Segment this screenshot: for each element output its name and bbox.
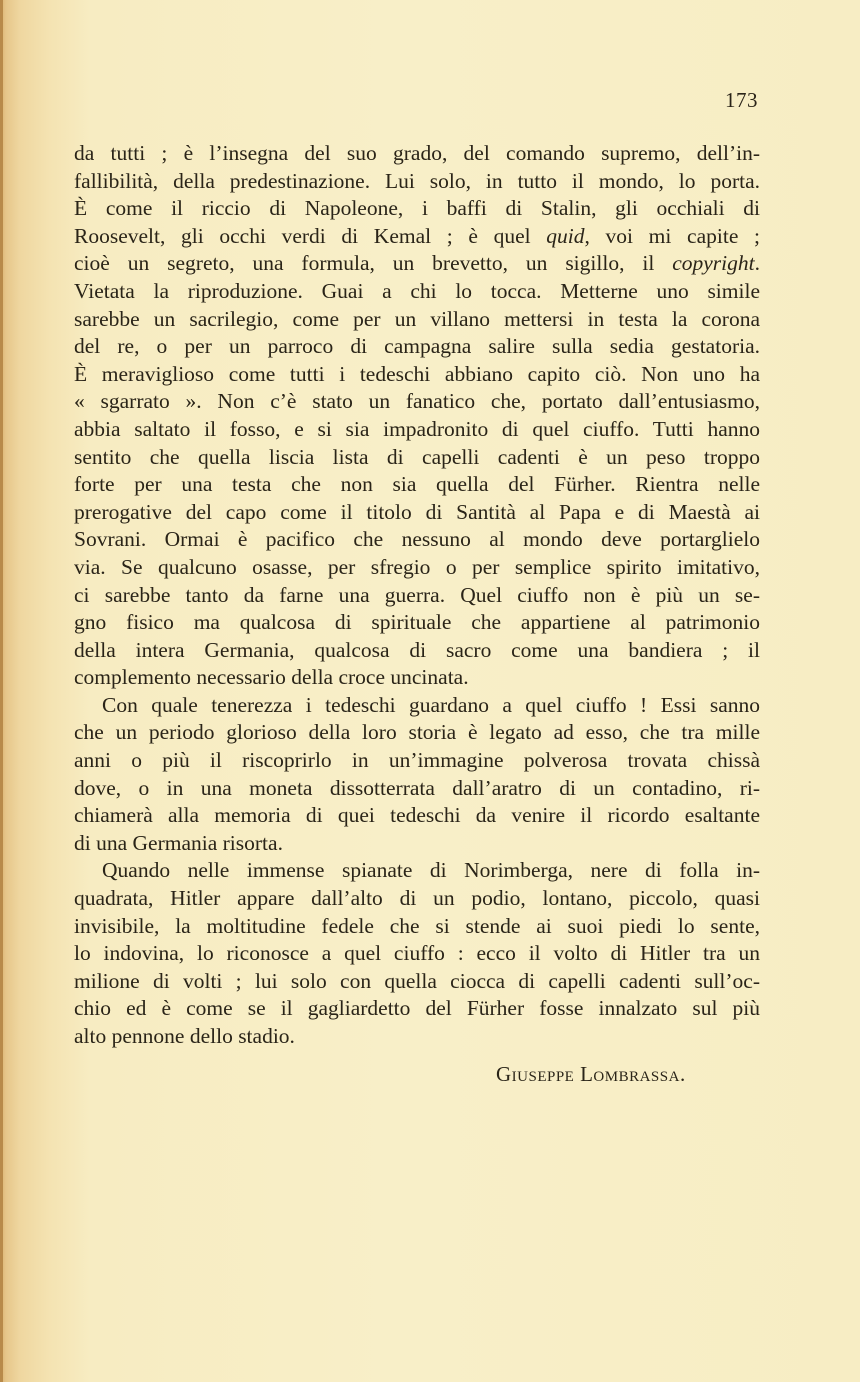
page-number: 173 [725, 88, 758, 112]
text-line: Vietata la riproduzione. Guai a chi lo tocca. Metterne uno simile [74, 278, 760, 303]
text-line: « sgarrato ». Non c’è stato un fanatico che, portato dall’entusiasmo, [74, 389, 760, 414]
text-line: invisibile, la moltitudine fedele che si stende ai suoi piedi lo sente, [74, 913, 760, 938]
text-line: Sovrani. Ormai è pacifico che nessuno al mondo deve portarglielo [74, 527, 760, 552]
text-line: È meraviglioso come tutti i tedeschi abbiano capito ciò. Non uno ha [74, 361, 760, 386]
text-line: dove, o in una moneta dissotterrata dall’aratro di un contadino, ri- [74, 775, 760, 800]
text-line: forte per una testa che non sia quella del Fürher. Rientra nelle [74, 472, 760, 497]
book-spine-edge [0, 0, 3, 1382]
text-line: abbia saltato il fosso, e si sia impadronito di quel ciuffo. Tutti hanno [74, 416, 760, 441]
text-line: del re, o per un parroco di campagna salire sulla sedia gestatoria. [74, 334, 760, 359]
text-line: quadrata, Hitler appare dall’alto di un podio, lontano, piccolo, quasi [74, 886, 760, 911]
text-line-with-italic [74, 223, 760, 251]
paragraph-3 [74, 857, 760, 1050]
text-line: lo indovina, lo riconosce a quel ciuffo : ecco il volto di Hitler tra un [74, 941, 760, 966]
text-line: via. Se qualcuno osasse, per sfregio o per semplice spirito imitativo, [74, 554, 760, 579]
italic-word: quid [546, 223, 585, 248]
text-line: fallibilità, della predestinazione. Lui solo, in tutto il mondo, lo porta. [74, 168, 760, 193]
text-line: alto pennone dello stadio. [74, 1024, 295, 1048]
text-line: complemento necessario della croce uncinata. [74, 665, 469, 690]
paragraph-1 [74, 140, 760, 692]
text-line: È come il riccio di Napoleone, i baffi di Stalin, gli occhiali di [74, 196, 760, 221]
author-signature: Giuseppe Lombrassa. [496, 1062, 686, 1086]
text-line: che un periodo glorioso della loro storia è legato ad esso, che tra mille [74, 720, 760, 745]
text-line-with-italic [74, 250, 760, 278]
text-line: anni o più il riscoprirlo in un’immagine polverosa trovata chissà [74, 748, 760, 773]
text-line: ci sarebbe tanto da farne una guerra. Quel ciuffo non è più un se- [74, 582, 760, 607]
line-segment: , voi mi capite ; [584, 223, 760, 248]
line-segment: cioè un segreto, una formula, un brevetto, un sigillo, il [74, 251, 673, 276]
text-line: da tutti ; è l’insegna del suo grado, del comando supremo, dell’in- [74, 141, 760, 165]
text-line: sentito che quella liscia lista di capelli cadenti è un peso troppo [74, 444, 760, 469]
paragraph-2 [74, 692, 760, 858]
text-line: chiamerà alla memoria di quei tedeschi da venire il ricordo esaltante [74, 803, 760, 828]
text-line: prerogative del capo come il titolo di Santità al Papa e di Maestà ai [74, 499, 760, 524]
text-line: gno fisico ma qualcosa di spirituale che appartiene al patrimonio [74, 610, 760, 635]
line-segment: Roosevelt, gli occhi verdi di Kemal ; è quel [74, 223, 547, 248]
text-line: della intera Germania, qualcosa di sacro come una bandiera ; il [74, 637, 760, 662]
italic-word: copyright [672, 251, 755, 276]
body-text [74, 140, 760, 1051]
text-line: Con quale tenerezza i tedeschi guardano a quel ciuffo ! Essi sanno [102, 692, 760, 717]
text-line: chio ed è come se il gagliardetto del Fürher fosse innalzato sul più [74, 996, 760, 1021]
text-line: di una Germania risorta. [74, 830, 283, 855]
text-line: sarebbe un sacrilegio, come per un villano mettersi in testa la corona [74, 306, 760, 331]
text-line: milione di volti ; lui solo con quella ciocca di capelli cadenti sull’oc- [74, 968, 760, 993]
text-line: Quando nelle immense spianate di Norimberga, nere di folla in- [102, 858, 760, 883]
line-segment: . [754, 251, 760, 276]
